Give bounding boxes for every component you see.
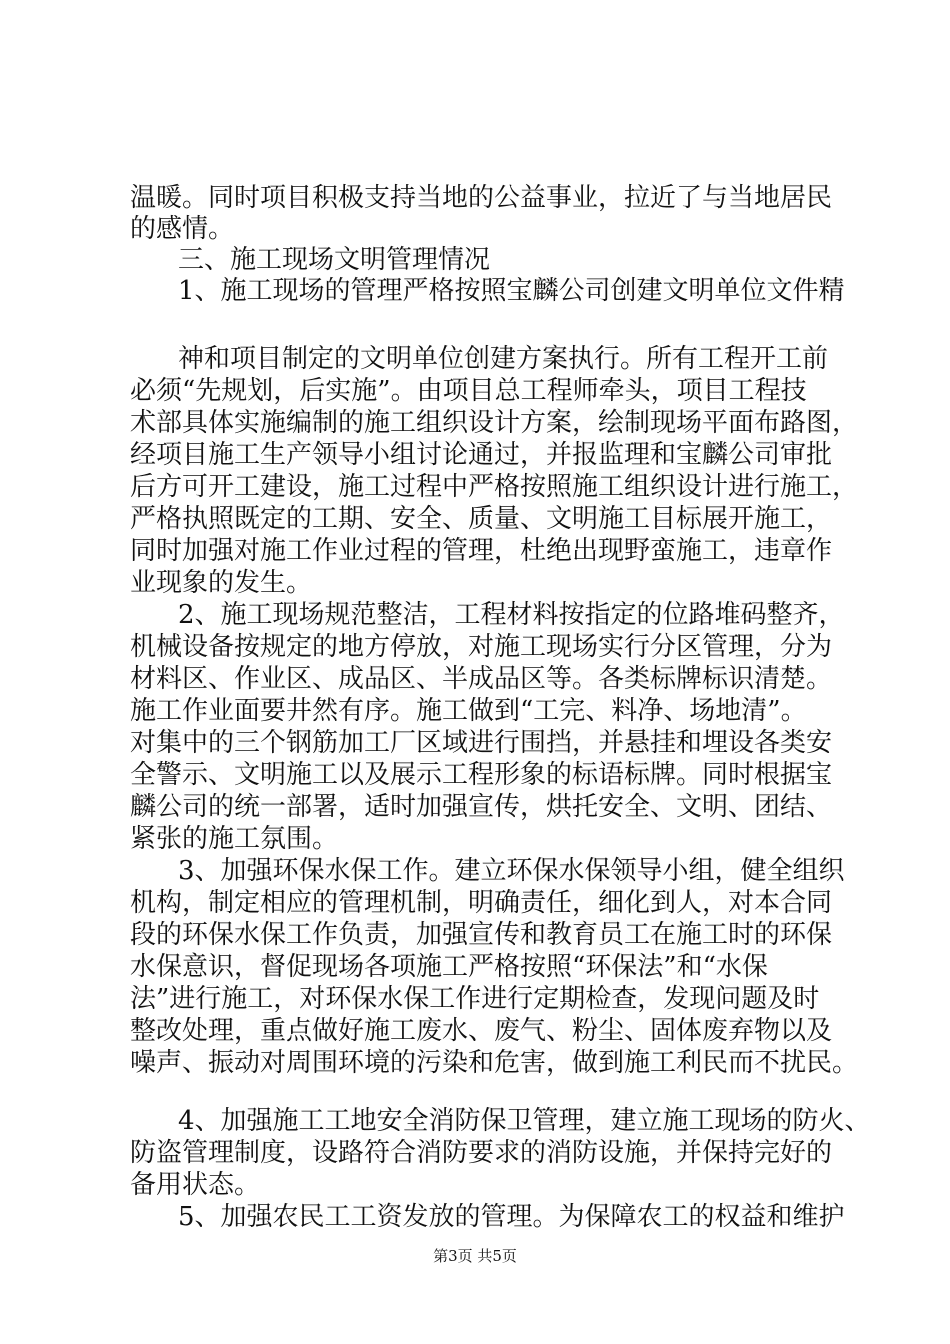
text-line: 材料区、作业区、成品区、半成品区等。各类标牌标识清楚。 [130,664,833,694]
text-line: 对集中的三个钢筋加工厂区域进行围挡，并悬挂和埋设各类安 [130,728,833,758]
text-line: 机构，制定相应的管理机制，明确责任，细化到人，对本合同 [130,888,833,918]
text-line: 麟公司的统一部署，适时加强宣传，烘托安全、文明、团结、 [130,792,833,822]
text-line: 紧张的施工氛围。 [130,824,339,854]
text-line: 水保意识，督促现场各项施工严格按照“环保法”和“水保 [130,952,768,982]
text-line: 段的环保水保工作负责，加强宣传和教育员工在施工时的环保 [130,920,833,950]
page-number-footer: 第3页 共5页 [433,1247,517,1265]
text-line: 经项目施工生产领导小组讨论通过，并报监理和宝麟公司审批 [130,440,833,470]
text-line: 术部具体实施编制的施工组织设计方案，绘制现场平面布路图， [130,408,859,438]
text-line: 施工作业面要井然有序。施工做到“工完、料净、场地清”。 [130,696,807,726]
text-line: 噪声、振动对周围环境的污染和危害，做到施工利民而不扰民。 [130,1048,859,1078]
text-line: 后方可开工建设，施工过程中严格按照施工组织设计进行施工， [130,472,859,502]
text-line: 3、加强环保水保工作。建立环保水保领导小组，健全组织 [178,856,845,886]
text-line: 业现象的发生。 [130,568,313,598]
section-heading: 三、施工现场文明管理情况 [178,245,491,275]
text-line: 必须“先规划，后实施”。由项目总工程师牵头，项目工程技 [130,376,807,406]
text-line: 同时加强对施工作业过程的管理，杜绝出现野蛮施工，违章作 [130,536,833,566]
text-line: 整改处理，重点做好施工废水、废气、粉尘、固体废弃物以及 [130,1016,833,1046]
text-line: 神和项目制定的文明单位创建方案执行。所有工程开工前 [178,344,829,374]
text-line: 1、施工现场的管理严格按照宝麟公司创建文明单位文件精 [178,276,845,306]
text-line: 5、加强农民工工资发放的管理。为保障农工的权益和维护 [178,1202,845,1232]
text-line: 严格执照既定的工期、安全、质量、文明施工目标展开施工， [130,504,833,534]
text-line: 法”进行施工，对环保水保工作进行定期检查，发现问题及时 [130,984,820,1014]
text-line: 防盗管理制度，设路符合消防要求的消防设施，并保持完好的 [130,1138,833,1168]
text-line: 2、施工现场规范整洁，工程材料按指定的位路堆码整齐， [178,600,845,630]
text-line: 机械设备按规定的地方停放，对施工现场实行分区管理，分为 [130,632,833,662]
text-line: 的感情。 [130,214,235,244]
text-line: 备用状态。 [130,1170,261,1200]
text-line: 4、加强施工工地安全消防保卫管理，建立施工现场的防火、 [178,1106,871,1136]
text-line: 全警示、文明施工以及展示工程形象的标语标牌。同时根据宝 [130,760,833,790]
text-line: 温暖。同时项目积极支持当地的公益事业，拉近了与当地居民 [130,183,833,213]
